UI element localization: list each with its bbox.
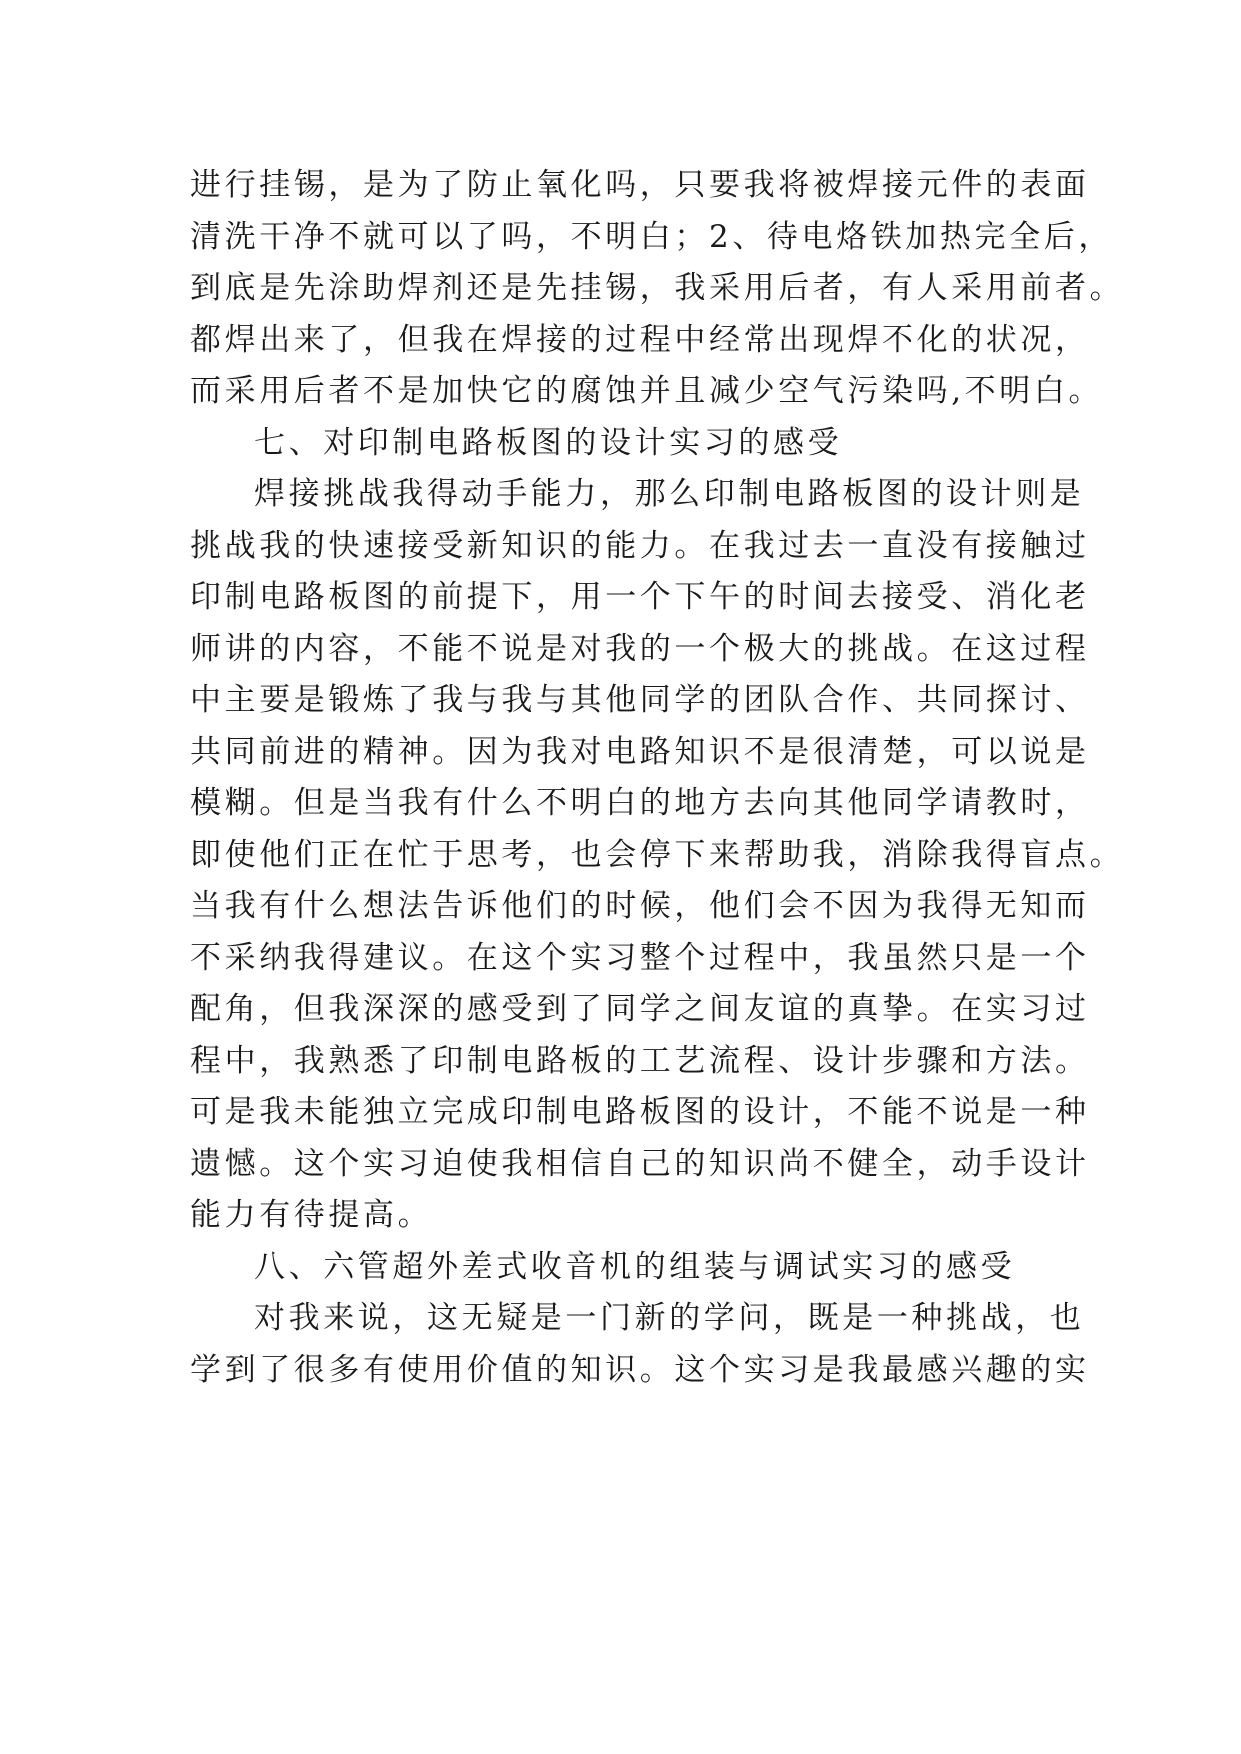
text-line: 挑战我的快速接受新知识的能力。在我过去一直没有接触过 xyxy=(190,527,1090,564)
text-line: 可是我未能独立完成印制电路板图的设计，不能不说是一种 xyxy=(190,1094,1090,1130)
text-line: 清洗干净不就可以了吗，不明白；2、待电烙铁加热完全后， xyxy=(190,218,1113,255)
paragraph-start-line: 八、六管超外差式收音机的组装与调试实习的感受 xyxy=(254,1248,1016,1285)
text-line: 配角，但我深深的感受到了同学之间友谊的真挚。在实习过 xyxy=(190,991,1090,1027)
text-line: 遗憾。这个实习迫使我相信自己的知识尚不健全，动手设计 xyxy=(190,1145,1090,1182)
text-line: 到底是先涂助焊剂还是先挂锡，我采用后者，有人采用前者。 xyxy=(190,270,1125,306)
text-line: 都焊出来了，但我在焊接的过程中经常出现焊不化的状况， xyxy=(190,321,1090,358)
text-line: 师讲的内容，不能不说是对我的一个极大的挑战。在这过程 xyxy=(190,630,1090,667)
text-line: 程中，我熟悉了印制电路板的工艺流程、设计步骤和方法。 xyxy=(190,1042,1090,1079)
paragraph-start-line: 七、对印制电路板图的设计实习的感受 xyxy=(254,424,843,461)
text-line: 能力有待提高。 xyxy=(190,1197,433,1233)
body-text xyxy=(190,160,1125,1396)
paragraph-start-line: 焊接挑战我得动手能力，那么印制电路板图的设计则是 xyxy=(254,476,1085,512)
text-line: 而采用后者不是加快它的腐蚀并且减少空气污染吗,不明白。 xyxy=(190,373,1104,409)
text-line: 进行挂锡，是为了防止氧化吗，只要我将被焊接元件的表面 xyxy=(190,167,1090,203)
text-line: 不采纳我得建议。在这个实习整个过程中，我虽然只是一个 xyxy=(190,939,1090,976)
text-line: 即使他们正在忙于思考，也会停下来帮助我，消除我得盲点。 xyxy=(190,836,1125,873)
text-line: 学到了很多有使用价值的知识。这个实习是我最感兴趣的实 xyxy=(190,1351,1090,1388)
text-line: 当我有什么想法告诉他们的时候，他们会不因为我得无知而 xyxy=(190,888,1090,924)
text-line: 印制电路板图的前提下，用一个下午的时间去接受、消化老 xyxy=(190,579,1090,615)
text-line: 共同前进的精神。因为我对电路知识不是很清楚，可以说是 xyxy=(190,733,1090,770)
text-line: 模糊。但是当我有什么不明白的地方去向其他同学请教时， xyxy=(190,785,1090,821)
text-line: 中主要是锻炼了我与我与其他同学的团队合作、共同探讨、 xyxy=(190,682,1090,718)
paragraph-start-line: 对我来说，这无疑是一门新的学问，既是一种挑战，也 xyxy=(254,1300,1085,1336)
